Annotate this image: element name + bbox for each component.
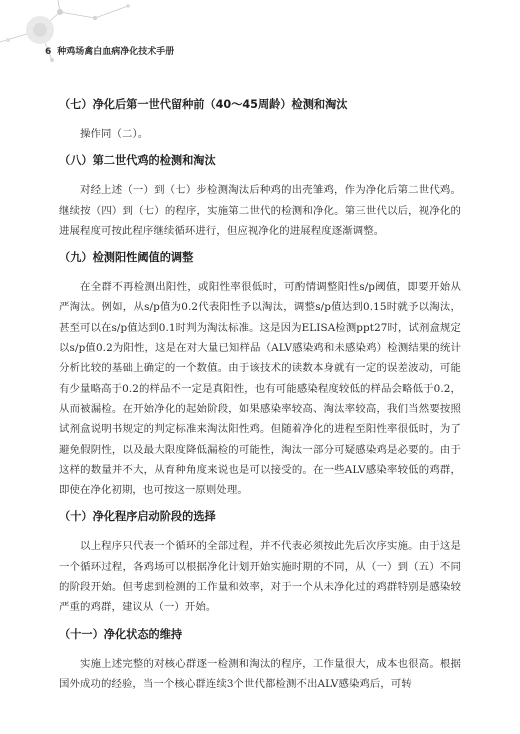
corner-decoration-graphic — [0, 0, 130, 70]
section-heading: （十）净化程序启动阶段的选择 — [59, 510, 216, 524]
running-header — [45, 44, 174, 57]
section-7 — [59, 97, 461, 144]
page-body — [59, 97, 461, 694]
section-10 — [59, 509, 461, 617]
book-title: 种鸡场禽白血病净化技术手册 — [57, 47, 175, 57]
section-paragraph: 操作同（二）。 — [80, 128, 149, 140]
section-11 — [59, 627, 461, 695]
section-paragraph: 实施上述完整的对核心群逐一检测和淘汰的程序，工作量很大，成本也很高。根据国外成功的经验，当一个核心群连续3个世代都检测不出ALV感染鸡后，可转 — [59, 657, 461, 690]
section-heading: （八）第二世代鸡的检测和淘汰 — [59, 154, 216, 168]
page-number: 6 — [45, 47, 52, 57]
section-paragraph: 对经上述（一）到（七）步检测淘汰后种鸡的出壳雏鸡，作为净化后第二世代鸡。继续按（四）到（七）的程序，实施第二世代的检测和净化。第三世代以后，视净化的进展程度可按此程序继续循环进行，但应视净化的进展程度逐渐调整。 — [59, 184, 461, 237]
section-heading: （七）净化后第一世代留种前（40～45周龄）检测和淘汰 — [59, 98, 348, 111]
section-heading: （十一）净化状态的维持 — [59, 627, 183, 641]
section-paragraph: 以上程序只代表一个循环的全部过程，并不代表必须按此先后次序实施。由于这是一个循环过程，各鸡场可以根据净化计划开始实施时期的不同，从（一）到（五）不同的阶段开始。但考虑到检测的工作量和效率，对于一个从未净化过的鸡群特别是感染较严重的鸡群，建议从（一）开始。 — [59, 540, 461, 614]
section-8 — [59, 153, 461, 241]
section-heading: （九）检测阳性阈值的调整 — [59, 251, 194, 265]
section-9 — [59, 250, 461, 500]
section-paragraph: 在全群不再检测出阳性，或阳性率很低时，可酌情调整阳性s/p阈值，即要开始从严淘汰。例如，从s/p值为0.2代表阳性予以淘汰，调整s/p值达到0.15时就予以淘汰，甚至可以在s/p值达到0.1时判为淘汰标准。这是因为ELISA检测ppt27时，试剂盒规定以s/p值0.2为阳性，这是在对大量已知样品（ALV感染鸡和未感染鸡）检测结果的统计分析比较的基础上确定的一个数值。由于该技术的读数本身就有一定的误差波动，可能有少量略高于0.2的样品不一定是真阳性，也有可能感染程度较低的样品会略低于0.2，从而被漏检。在开始净化的起始阶段，如果感染率较高、淘汰率较高，我们当然要按照试剂盒说明书规定的判定标准来淘汰阳性鸡。但随着净化的进程至阳性率很低时，为了避免假阴性，以及最大限度降低漏检的可能性，淘汰一部分可疑感染鸡是必要的。由于这样的数量并不大，从育种角度来说也是可以接受的。在一些ALV感染率较低的鸡群，即使在净化初期，也可按这一原则处理。 — [59, 281, 461, 497]
